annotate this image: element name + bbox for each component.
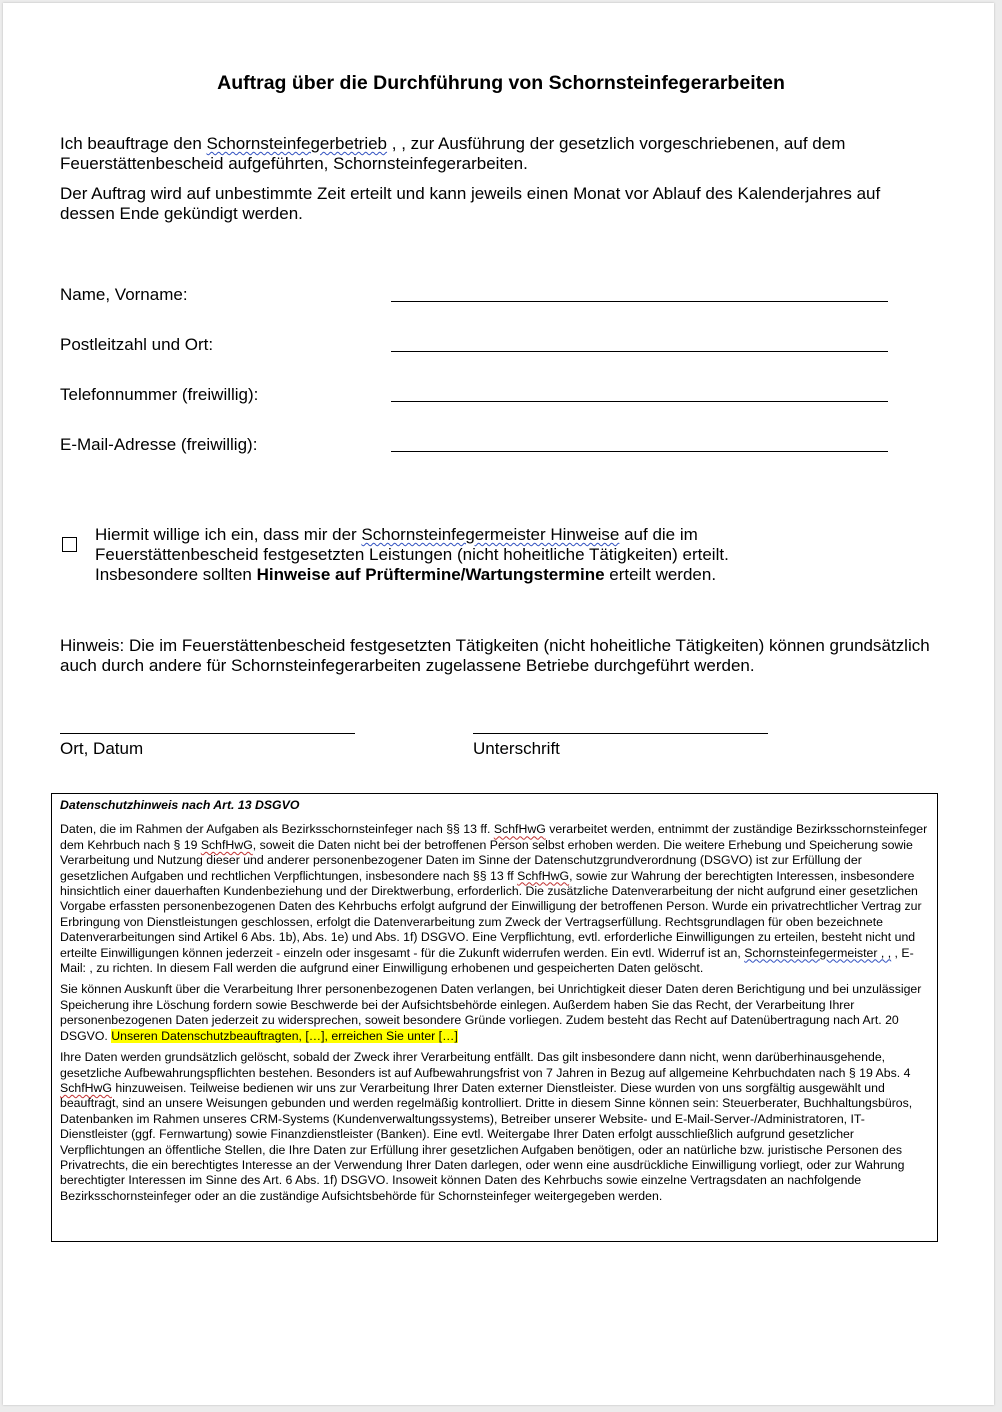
privacy-paragraph-rights: Sie können Auskunft über die Verarbeitung Ihrer personenbezogenen Daten verlangen, bei Unrichtigkeit dieser Daten deren Berichtigung und bei unzulässiger Speicherung ihre Löschung fordern sowie Beschwerde bei der Aufsichtsbehörde einlegen. Außerdem haben Sie das Recht, der Verarbeitung Ihrer personenbezogenen Daten jederzeit zu widersprechen, soweit besondere Gründe vorliegen. Zudem besteht das Recht auf Datenübertragung nach Art. 20 DSGVO. Unseren Datenschutzbeauftragten, […], erreichen Sie unter […] [60, 982, 922, 1043]
name-label: Name, Vorname: [60, 285, 188, 304]
privacy-notice-box [51, 793, 938, 1242]
phone-field[interactable] [391, 401, 888, 402]
notice-paragraph: Hinweis: Die im Feuerstättenbescheid festgesetzten Tätigkeiten (nicht hoheitliche Tätigkeiten) können grundsätzlich auch durch andere für Schornsteinfegerarbeiten zugelassene Betriebe durchgeführt werden. [60, 636, 930, 675]
place-date-label: Ort, Datum [60, 739, 144, 758]
termination-paragraph: Der Auftrag wird auf unbestimmte Zeit erteilt und kann jeweils einen Monat vor Ablauf des Kalenderjahres auf dessen Ende gekündigt werden. [60, 184, 881, 223]
privacy-paragraph-legal-basis: Daten, die im Rahmen der Aufgaben als Bezirksschornsteinfeger nach §§ 13 ff. SchfHwG verarbeitet werden, entnimmt der zuständige Bezirksschornsteinfeger dem Kehrbuch nach § 19 SchfHwG, soweit die Daten nicht bei der betroffenen Person selbst erhoben werden. Die weitere Erhebung und Speicherung sowie Verarbeitung und Nutzung dieser und anderer personenbezogener Daten im Sinne der Datenschutzgrundverordnung (DSGVO) ist zur Erfüllung der gesetzlichen Aufgaben und rechtlichen Verpflichtungen, insbesondere nach §§ 13 ff SchfHwG, sowie zur Wahrung der berechtigten Interessen, insbesondere hinsichtlich einer dauerhaften Kundenbeziehung und der Direktwerbung, erforderlich. Die zusätzliche Datenverarbeitung der nicht aufgrund einer gesetzlichen Vorgabe erfassten personenbezogenen Daten des Kehrbuchs erfolgt aufgrund der Einwilligung der betroffenen Person. Wurde ein privatrechtlicher Vertrag zur Erbringung von Dienstleistungen geschlossen, erfolgt die Datenverarbeitung zum Zweck der Vertragserfüllung. Rechtsgrundlagen für oben bezeichnete Datenverarbeitungen sind Artikel 6 Abs. 1b), Abs. 1e) und Abs. 1f) DSGVO. Eine Verpflichtung, evtl. erforderliche Einwilligungen zu erteilen, besteht nicht und erteilte Einwilligungen können jederzeit - einzeln oder insgesamt - für die Zukunft widerrufen werden. Ein evtl. Widerruf ist an, Schornsteinfegermeister , , , E-Mail: , zu richten. In diesem Fall werden die aufgrund einer Einwilligung erhobenen und gespeicherten Daten gelöscht. [60, 822, 928, 976]
name-field[interactable] [391, 301, 888, 302]
document-title: Auftrag über die Durchführung von Schornsteinfegerarbeiten [217, 72, 785, 94]
email-field[interactable] [391, 451, 888, 452]
signature-field[interactable] [473, 733, 768, 734]
privacy-heading: Datenschutzhinweis nach Art. 13 DSGVO [60, 798, 300, 812]
intro-paragraph: Ich beauftrage den Schornsteinfegerbetrieb , , zur Ausführung der gesetzlich vorgeschriebenen, auf dem Feuerstättenbescheid aufgeführten, Schornsteinfegerarbeiten. [60, 134, 846, 173]
place-date-field[interactable] [60, 733, 355, 734]
privacy-paragraph-retention: Ihre Daten werden grundsätzlich gelöscht, sobald der Zweck ihrer Verarbeitung entfällt. Das gilt insbesondere dann nicht, wenn darüberhinausgehende, gesetzliche Aufbewahrungspflichten bestehen. Besonders ist auf Aufbewahrungsfrist von 7 Jahren in Bezug auf allgemeine Kehrbuchdaten nach § 19 Abs. 4 SchfHwG hinzuweisen. Teilweise bedienen wir uns zur Verarbeitung Ihrer Daten externer Dienstleister. Diese wurden von uns sorgfältig ausgewählt und beauftragt, sind an unsere Weisungen gebunden und werden regelmäßig kontrolliert. Dritte in diesem Sinne können sein: Steuerberater, Buchhaltungsbüros, Datenbanken im Rahmen unseres CRM-Systems (Kundenverwaltungssystems), Betreiber unserer Website- und E-Mail-Server-/Administratoren, IT-Dienstleister (ggf. Fernwartung) sowie Finanzdienstleister (Banken). Eine evtl. Weitergabe Ihrer Daten erfolgt ausschließlich aufgrund gesetzlicher Verpflichtungen an öffentliche Stellen, die Ihre Daten zur Erfüllung ihrer gesetzlichen Aufgaben benötigen, oder an natürliche bzw. juristische Personen des Privatrechts, die ein berechtigtes Interesse an der Verwendung Ihrer Daten darlegen, oder wenn eine ausdrückliche Einwilligung vorliegt, oder zur Wahrung berechtigter Interessen im Sinne des Art. 6 Abs. 1f) DSGVO. Insoweit können Daten des Kehrbuchs sowie einzelne Vertragsdaten an nachfolgende Bezirksschornsteinfeger oder an die zuständige Aufsichtsbehörde für Schornsteinfeger weitergegeben werden. [60, 1050, 913, 1203]
postal-label: Postleitzahl und Ort: [60, 335, 214, 354]
dpo-highlight: Unseren Datenschutzbeauftragten, […], erreichen Sie unter […] [111, 1028, 458, 1043]
postal-field[interactable] [391, 351, 888, 352]
signature-label: Unterschrift [473, 739, 560, 758]
company-name: Schornsteinfegerbetrieb [206, 134, 388, 153]
email-label: E-Mail-Adresse (freiwillig): [60, 435, 258, 454]
phone-label: Telefonnummer (freiwillig): [60, 385, 259, 404]
consent-checkbox[interactable] [62, 537, 77, 552]
consent-text: Hiermit willige ich ein, dass mir der Schornsteinfegermeister Hinweise auf die im Feuerstättenbescheid festgesetzten Leistungen (nicht hoheitliche Tätigkeiten) erteilt. Insbesondere sollten Hinweise auf Prüftermine/Wartungstermine erteilt werden. [95, 525, 729, 584]
